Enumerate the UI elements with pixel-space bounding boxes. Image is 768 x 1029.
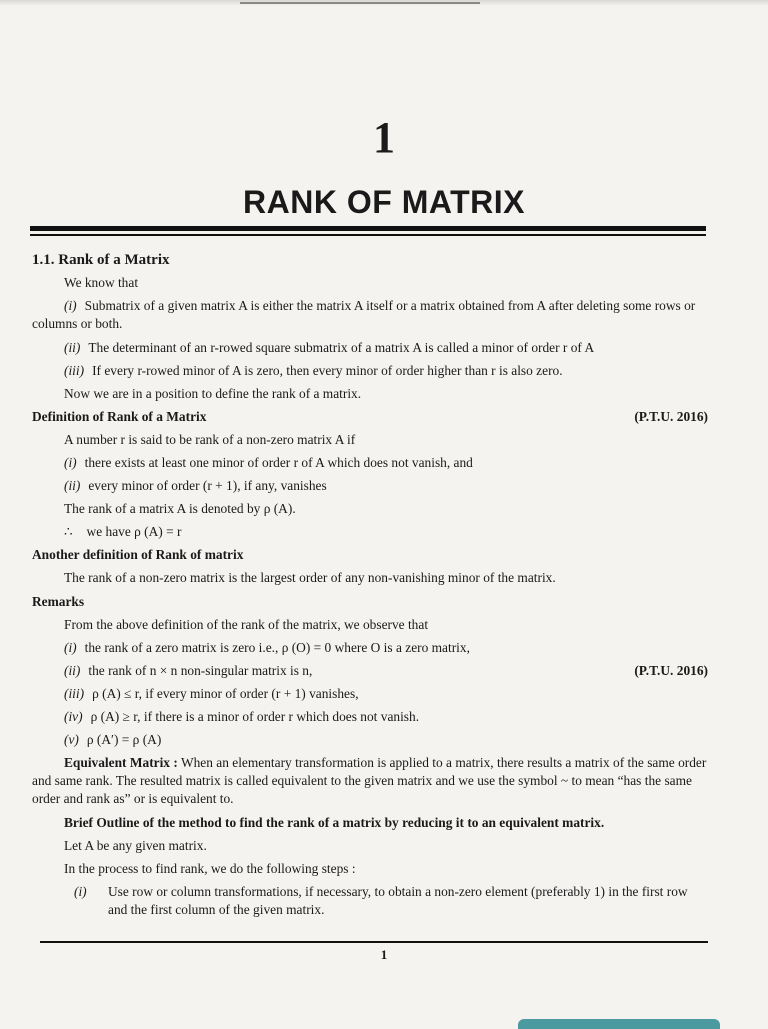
outline-line-2: In the process to find rank, we do the following steps : xyxy=(64,860,356,876)
section-intro: We know that xyxy=(64,275,139,291)
section-item-2 xyxy=(32,339,708,357)
item-text: If every r-rowed minor of A is zero, then every minor of order higher than r is also zero. xyxy=(92,362,563,378)
another-definition-heading: Another definition of Rank of matrix xyxy=(32,547,244,563)
section-heading: 1.1. Rank of a Matrix xyxy=(32,252,170,268)
remark-item-5 xyxy=(32,731,708,749)
definition-intro: A number r is said to be rank of a non-zero matrix A if xyxy=(64,431,356,447)
outline-step-1 xyxy=(32,883,708,919)
section-after: Now we are in a position to define the rank of a matrix. xyxy=(64,385,362,401)
item-number: (v) xyxy=(64,732,79,748)
item-number: (iii) xyxy=(64,685,85,701)
outline-heading: Brief Outline of the method to find the rank of a matrix by reducing it to an equivalent matrix. xyxy=(64,814,605,830)
section-item-1 xyxy=(32,297,708,333)
definition-reference: (P.T.U. 2016) xyxy=(634,408,708,424)
item-text: the rank of n × n non-singular matrix is n, xyxy=(88,662,313,678)
another-definition-text: The rank of a non-zero matrix is the largest order of any non-vanishing minor of the matrix. xyxy=(64,570,556,586)
definition-therefore xyxy=(32,523,708,541)
item-text: ρ (A′) = ρ (A) xyxy=(86,732,162,748)
remark-item-2 xyxy=(32,662,708,680)
item-number: (i) xyxy=(64,455,77,470)
therefore-text: we have ρ (A) = r xyxy=(86,524,182,540)
remarks-heading: Remarks xyxy=(32,593,85,609)
item-text: ρ (A) ≤ r, if every minor of order (r + 1) vanishes, xyxy=(92,685,359,701)
therefore-symbol: ∴ xyxy=(64,524,73,540)
item-number: (i) xyxy=(74,883,87,899)
item-number: (ii) xyxy=(64,662,81,678)
definition-denoted: The rank of a matrix A is denoted by ρ (A). xyxy=(64,501,296,517)
item-number: (iii) xyxy=(64,362,85,378)
item-text: The determinant of an r-rowed square submatrix of a matrix A is called a minor of order r of A xyxy=(88,339,595,355)
page-number: 1 xyxy=(380,947,388,962)
remark-reference: (P.T.U. 2016) xyxy=(634,662,708,678)
item-text: the rank of a zero matrix is zero i.e., ρ (O) = 0 where O is a zero matrix, xyxy=(84,639,470,655)
item-text: Submatrix of a given matrix A is either the matrix A itself or a matrix obtained from A after deleting some rows or columns or both. xyxy=(32,298,696,332)
page-content xyxy=(32,248,708,924)
title-rule-thick xyxy=(30,226,706,231)
remark-item-1 xyxy=(32,639,708,657)
item-text: every minor of order (r + 1), if any, vanishes xyxy=(88,478,327,494)
definition-item-1 xyxy=(32,454,708,472)
viewer-bottom-tab[interactable] xyxy=(518,1019,720,1029)
definition-item-2 xyxy=(32,477,708,495)
item-number: (ii) xyxy=(64,478,81,494)
equivalent-matrix-paragraph xyxy=(32,754,708,808)
top-divider xyxy=(240,2,480,4)
title-rule-thin xyxy=(30,234,706,236)
item-text: Use row or column transformations, if necessary, to obtain a non-zero element (preferably 1) in the first row and the first column of the given matrix. xyxy=(108,883,688,917)
item-number: (ii) xyxy=(64,339,81,355)
remarks-intro: From the above definition of the rank of the matrix, we observe that xyxy=(64,616,429,632)
remark-item-3 xyxy=(32,685,708,703)
footer-rule xyxy=(40,941,708,943)
item-text: ρ (A) ≥ r, if there is a minor of order r which does not vanish. xyxy=(90,709,420,725)
definition-heading: Definition of Rank of a Matrix xyxy=(32,408,207,424)
section-item-3 xyxy=(32,362,708,380)
definition-heading-row xyxy=(32,408,708,426)
outline-line-1: Let A be any given matrix. xyxy=(64,837,207,853)
item-number: (iv) xyxy=(64,709,83,725)
chapter-number: 1 xyxy=(373,113,395,162)
equivalent-matrix-label: Equivalent Matrix : xyxy=(64,755,178,771)
equivalent-matrix-text: When an elementary transformation is applied to a matrix, there results a matrix of the same order and same rank. The resulted matrix is called equivalent to the given matrix and we use the symbol ~ to mean “has the same order and rank as” or is equivalent to. xyxy=(32,755,707,807)
item-number: (i) xyxy=(64,298,77,314)
item-number: (i) xyxy=(64,639,77,655)
item-text: there exists at least one minor of order r of A which does not vanish, and xyxy=(84,455,473,470)
remark-item-4 xyxy=(32,708,708,726)
chapter-title: RANK OF MATRIX xyxy=(243,184,525,220)
